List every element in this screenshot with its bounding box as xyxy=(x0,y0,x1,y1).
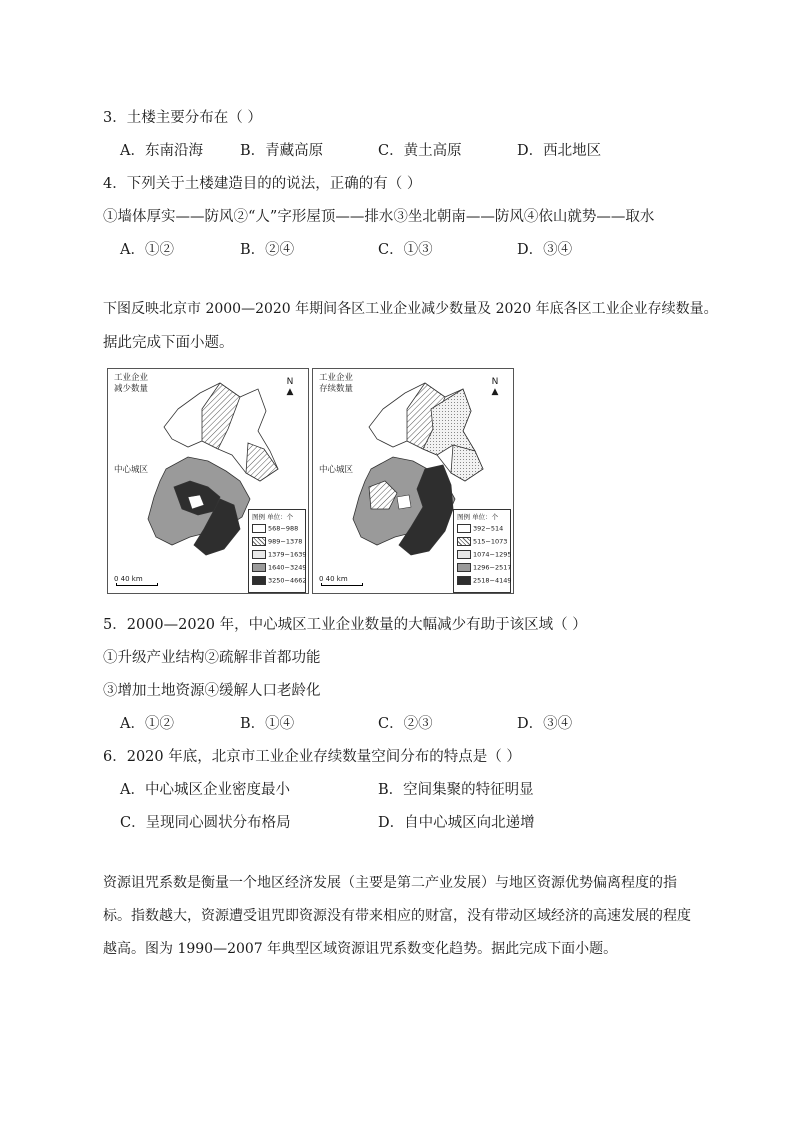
scale-label: 0 40 km xyxy=(114,575,143,583)
legend-item: 1640~3249 xyxy=(252,563,307,573)
city-center-label: 中心城区 xyxy=(114,465,149,475)
map-left-title: 工业企业减少数量 xyxy=(114,373,149,394)
legend-item: 568~988 xyxy=(252,524,298,534)
q6-option-a[interactable]: A．中心城区企业密度最小 xyxy=(120,782,290,798)
q3-option-b[interactable]: B．青藏高原 xyxy=(240,143,324,159)
q4-option-a[interactable]: A．①② xyxy=(120,242,174,258)
q6-option-c[interactable]: C．呈现同心圆状分布格局 xyxy=(120,815,291,831)
q3-option-c[interactable]: C．黄土高原 xyxy=(378,143,462,159)
q6-stem: 6．2020 年底，北京市工业企业存续数量空间分布的特点是（ ） xyxy=(103,749,521,765)
scale-label: 0 40 km xyxy=(319,575,348,583)
intro3-line2: 标。指数越大，资源遭受诅咒即资源没有带来相应的财富，没有带动区域经济的高速发展的程度 xyxy=(103,908,691,924)
q3-stem: 3．土楼主要分布在（ ） xyxy=(103,110,262,126)
q4-statements: ①墙体厚实——防风②“人”字形屋顶——排水③坐北朝南——防风④依山就势——取水 xyxy=(103,209,655,225)
map-left-legend xyxy=(248,509,306,593)
region-core-right xyxy=(397,495,411,509)
q6-option-b[interactable]: B．空间集聚的特征明显 xyxy=(378,782,534,798)
legend-item: 1296~2517 xyxy=(457,563,512,573)
map-right-title: 工业企业存续数量 xyxy=(319,373,354,394)
q3-option-a[interactable]: A．东南沿海 xyxy=(120,143,203,159)
north-arrow-icon: N ▲ xyxy=(491,377,499,397)
intro2-line2: 据此完成下面小题。 xyxy=(103,335,234,351)
q5-option-d[interactable]: D．③④ xyxy=(517,716,573,732)
q3-option-d[interactable]: D．西北地区 xyxy=(517,143,602,159)
q6-option-d[interactable]: D．自中心城区向北递增 xyxy=(378,815,535,831)
q5-option-b[interactable]: B．①④ xyxy=(240,716,295,732)
q5-stem: 5．2000—2020 年，中心城区工业企业数量的大幅减少有助于该区域（ ） xyxy=(103,617,587,633)
q4-option-d[interactable]: D．③④ xyxy=(517,242,573,258)
q4-option-b[interactable]: B．②④ xyxy=(240,242,295,258)
q5-statements-1: ①升级产业结构②疏解非首都功能 xyxy=(103,650,321,666)
scale-bar xyxy=(321,583,363,586)
intro3-line3: 越高。图为 1990—2007 年典型区域资源诅咒系数变化趋势。据此完成下面小题。 xyxy=(103,941,618,957)
legend-item: 1379~1639 xyxy=(252,550,307,560)
q5-option-c[interactable]: C．②③ xyxy=(378,716,433,732)
intro2-line1: 下图反映北京市 2000—2020 年期间各区工业企业减少数量及 2020 年底各区工业企业存续数量。 xyxy=(103,301,718,317)
region-pinggu xyxy=(246,443,278,481)
north-label: N xyxy=(286,377,294,387)
legend-title: 图例 单位：个 xyxy=(252,513,294,521)
legend-title: 图例 单位：个 xyxy=(457,513,499,521)
map-industrial-decrease xyxy=(107,368,309,594)
legend-item: 3250~4662 xyxy=(252,576,307,586)
q5-option-a[interactable]: A．①② xyxy=(120,716,174,732)
north-arrow-icon: N ▲ xyxy=(286,377,294,397)
legend-item: 1074~1295 xyxy=(457,550,512,560)
q4-option-c[interactable]: C．①③ xyxy=(378,242,433,258)
north-label: N xyxy=(491,377,499,387)
legend-item: 989~1378 xyxy=(252,537,302,547)
legend-item: 2518~4149 xyxy=(457,576,512,586)
intro3-line1: 资源诅咒系数是衡量一个地区经济发展（主要是第二产业发展）与地区资源优势偏离程度的指 xyxy=(103,875,677,891)
map-right-legend xyxy=(453,509,511,593)
legend-item: 515~1073 xyxy=(457,537,507,547)
legend-item: 392~514 xyxy=(457,524,503,534)
scale-bar xyxy=(116,583,158,586)
q4-stem: 4．下列关于土楼建造目的的说法，正确的有（ ） xyxy=(103,176,422,192)
region-pinggu xyxy=(451,445,483,481)
map-industrial-remaining xyxy=(312,368,514,594)
city-center-label: 中心城区 xyxy=(319,465,354,475)
q5-statements-2: ③增加土地资源④缓解人口老龄化 xyxy=(103,683,321,699)
